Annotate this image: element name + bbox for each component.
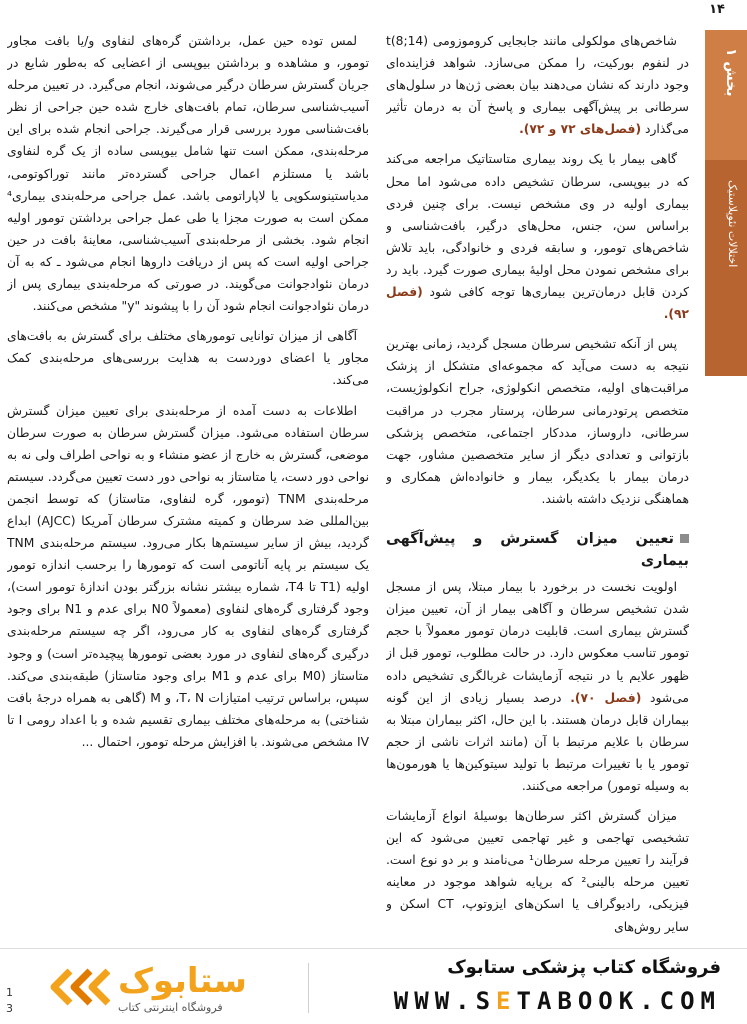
url-part: TABOOK.COM bbox=[516, 987, 721, 1015]
paragraph: پس از آنکه تشخیص سرطان مسجل گردید، زمانی بهترین نتیجه به دست می‌آید که مجموعه‌ای متشکل از پزشک مراقبت‌های اولیه، متخصص انکولوژی، جراح انکولوژیست، متخصص پرتودرمانی سرطان، پرستار مجرب در مراقبت سرطانی، داروساز، مددکار اجتماعی، متخصص پزشکی بازتوانی و تعدادی دیگر از سایر متخصصین مشاور، جهت درمان بیمار با یکدیگر، بیمار و خانواده‌اش همکاری و هماهنگی نزدیک داشته باشند. bbox=[386, 337, 689, 506]
url-accent-letter: E bbox=[496, 987, 517, 1015]
left-column bbox=[7, 30, 369, 952]
paragraph bbox=[386, 148, 689, 325]
logo-wordmark: ستابوک bbox=[118, 961, 247, 1001]
footer-divider bbox=[308, 963, 309, 1013]
paragraph-text: گاهی بیمار با یک روند بیماری متاستاتیک مراجعه می‌کند که در بیوپسی، سرطان تشخیص داده می‌شود اما محل بیماری اولیه در وی مشخص نیست. برای چنین فردی براساس سن، جنس، محل‌های درگیر، بافت‌شناسی و شاخص‌های تومور، و سابقه فردی و خانوادگی، باید تلاش برای مشخص نمودن محل اولیهٔ بیماری صورت گیرد. باید رد کردن قابل درمان‌ترین بیماری‌ها توجه کافی شود bbox=[386, 152, 689, 300]
paragraph-text: شاخص‌های مولکولی مانند جابجایی کروموزومی (t(8;14 در لنفوم بورکیت، را ممکن می‌سازد. شواهد فزاینده‌ای وجود دارند که نشان می‌دهند بیان بعضی ژن‌ها در سلول‌های سرطانی بر پیش‌آگهی بیماری و پاسخ آن به درمان تأثیر می‌گذارد bbox=[386, 34, 689, 137]
right-column bbox=[386, 30, 689, 950]
store-url-link[interactable] bbox=[394, 987, 721, 1015]
section-heading bbox=[386, 528, 689, 572]
margin-number: 1 bbox=[6, 986, 13, 999]
paragraph-text: اولویت نخست در برخورد با بیمار مبتلا، پس از مسجل شدن تشخیص سرطان و آگاهی بیمار از آن، تعیین میزان گسترش بیماری است. قابلیت درمان تومور معمولاً با حجم تومور تناسب معکوس دارد. در حالت مطلوب، تومور قبل از ظهور علایم یا در نتیجه آزمایشات غربالگری تشخیص داده می‌شود bbox=[386, 580, 689, 705]
part-label: بخش ۱ bbox=[723, 48, 739, 97]
logo-chevrons-icon bbox=[40, 967, 110, 1007]
chapter-reference: (فصل‌های ۷۲ و ۷۲). bbox=[519, 122, 642, 137]
heading-marker-icon bbox=[680, 534, 689, 543]
paragraph: میزان گسترش اکثر سرطان‌ها بوسیلهٔ انواع آزمایشات تشخیصی تهاجمی و غیر تهاجمی تعیین می‌شود که این فرآیند را تعیین مرحله سرطان¹ می‌نامند و بر دو نوع است. تعیین مرحله بالینی² که برپایه شواهد موجود در معاینه فیزیکی، رادیوگراف یا اسکن‌های ایزوتوپ، CT اسکن و سایر روش‌های bbox=[386, 809, 689, 934]
logo-tagline: فروشگاه اینترنتی کتاب bbox=[118, 1001, 223, 1014]
paragraph bbox=[386, 30, 689, 140]
chapter-reference: (فصل ۹۲). bbox=[386, 285, 689, 322]
paragraph bbox=[386, 576, 689, 797]
margin-numbers bbox=[6, 985, 13, 1017]
paragraph: آگاهی از میزان توانایی تومورهای مختلف برای گسترش به بافت‌های مجاور یا اعضای دوردست به هدایت بررسی‌های مرحله‌بندی کمک می‌کند. bbox=[7, 329, 369, 388]
url-part: WWW.S bbox=[393, 987, 497, 1015]
paragraph: لمس توده حین عمل، برداشتن گره‌های لنفاوی و/یا بافت مجاور تومور، و مشاهده و برداشتن بیوپسی از اعضایی که به‌طور شایع در جریان گسترش سرطان درگیر می‌شوند، انجام می‌گیرد. در تعیین مرحله آسیب‌شناسی سرطان، تمام بافت‌های خارج شده حین جراحی از نظر بافت‌شناسی مورد بررسی قرار می‌گیرند. جراحی انجام شده برای این مرحله‌بندی، ممکن است تنها شامل بیوپسی ساده از یک گره لنفاوی باشد یا مستلزم اعمال جراحی گسترده‌تر مانند توراکوتومی، مدیاستینوسکوپی یا لاپاراتومی باشد. عمل جراحی مرحله‌بندی بیماری⁴ ممکن است به صورت مجزا یا طی عمل جراحی برداشتن تومور اولیه انجام شود. بخشی از مرحله‌بندی آسیب‌شناسی، معاینهٔ بافت در حین جراحی اولیه است که پس از دریافت داروها انجام می‌شود ـ که به آن درمان نئوادجوانت می‌گویند. در صورتی که مرحله‌بندی بیماری پس از درمان نئوادجوانت انجام شود آن را با پیشوند "y" مشخص می‌کنند. bbox=[7, 34, 369, 314]
paragraph: اطلاعات به دست آمده از مرحله‌بندی برای تعیین میزان گسترش سرطان استفاده می‌شود. میزان گسترش سرطان به صورت سرطان موضعی، گسترش به خارج از عضو منشاء و به نواحی اطراف ولی نه به نواحی دور دست، یا متاستاز به نواحی دور دست تعیین می‌گردد. سیستم مرحله‌بندی TNM (تومور، گره لنفاوی، متاستاز) که توسط انجمن بین‌المللی ضد سرطان و کمیته مشترک سرطان آمریکا (AJCC) ابداع گردید، بیش از سایر سیستم‌ها بکار می‌رود. سیستم مرحله‌بندی TNM یک سیستم بر پایه آناتومی است که تومورها را برحسب اندازه تومور اولیه (T1 تا T4، شماره بیشتر نشانه بزرگتر بودن اندازهٔ تومور است)، وجود گرفتاری گره‌های لنفاوی (معمولاً N0 برای عدم و N1 برای وجود گرفتاری گره‌های لنفاوی به کار می‌رود، اگر چه سیستم مرحله‌بندی درگیری گره‌های لنفاوی در مورد بعضی تومورها پیچیده‌تر است) و وجود متاستاز (M0 برای عدم و M1 برای وجود متاستاز) طبقه‌بندی می‌کند. سپس، براساس ترتیب امتیازات T، N، و M (گاهی به همراه درجهٔ بافت شناختی) به مرحله‌های مختلف بیماری تقسیم شده و با اعداد رومی I تا IV مشخص می‌شوند. با افزایش مرحله تومور، احتمال ... bbox=[7, 403, 369, 749]
margin-number: 3 bbox=[6, 1002, 13, 1015]
heading-text: تعیین میزان گسترش و پیش‌آگهی بیماری bbox=[386, 530, 689, 570]
store-logo[interactable] bbox=[40, 961, 295, 1021]
chapter-label: اختلالات نئوپلاستیک bbox=[726, 180, 739, 268]
paragraph-text: درصد بسیار زیادی از این گونه بیماران قابل درمان هستند. با این حال، اکثر بیماران مبتلا به سرطان با علایم مرتبط با آن (مانند اثرات ناشی از حجم تومور یا با تغییرات مرتبط با تولید سیتوکین‌ها یا هورمون‌ها به وسیله تومور) مراجعه می‌کنند. bbox=[386, 690, 689, 793]
store-title: فروشگاه کتاب پزشکی ستابوک bbox=[447, 957, 721, 978]
store-footer bbox=[0, 948, 747, 1024]
chapter-reference: (فصل ۷۰). bbox=[570, 690, 642, 705]
page-number: ۱۴ bbox=[709, 2, 725, 17]
